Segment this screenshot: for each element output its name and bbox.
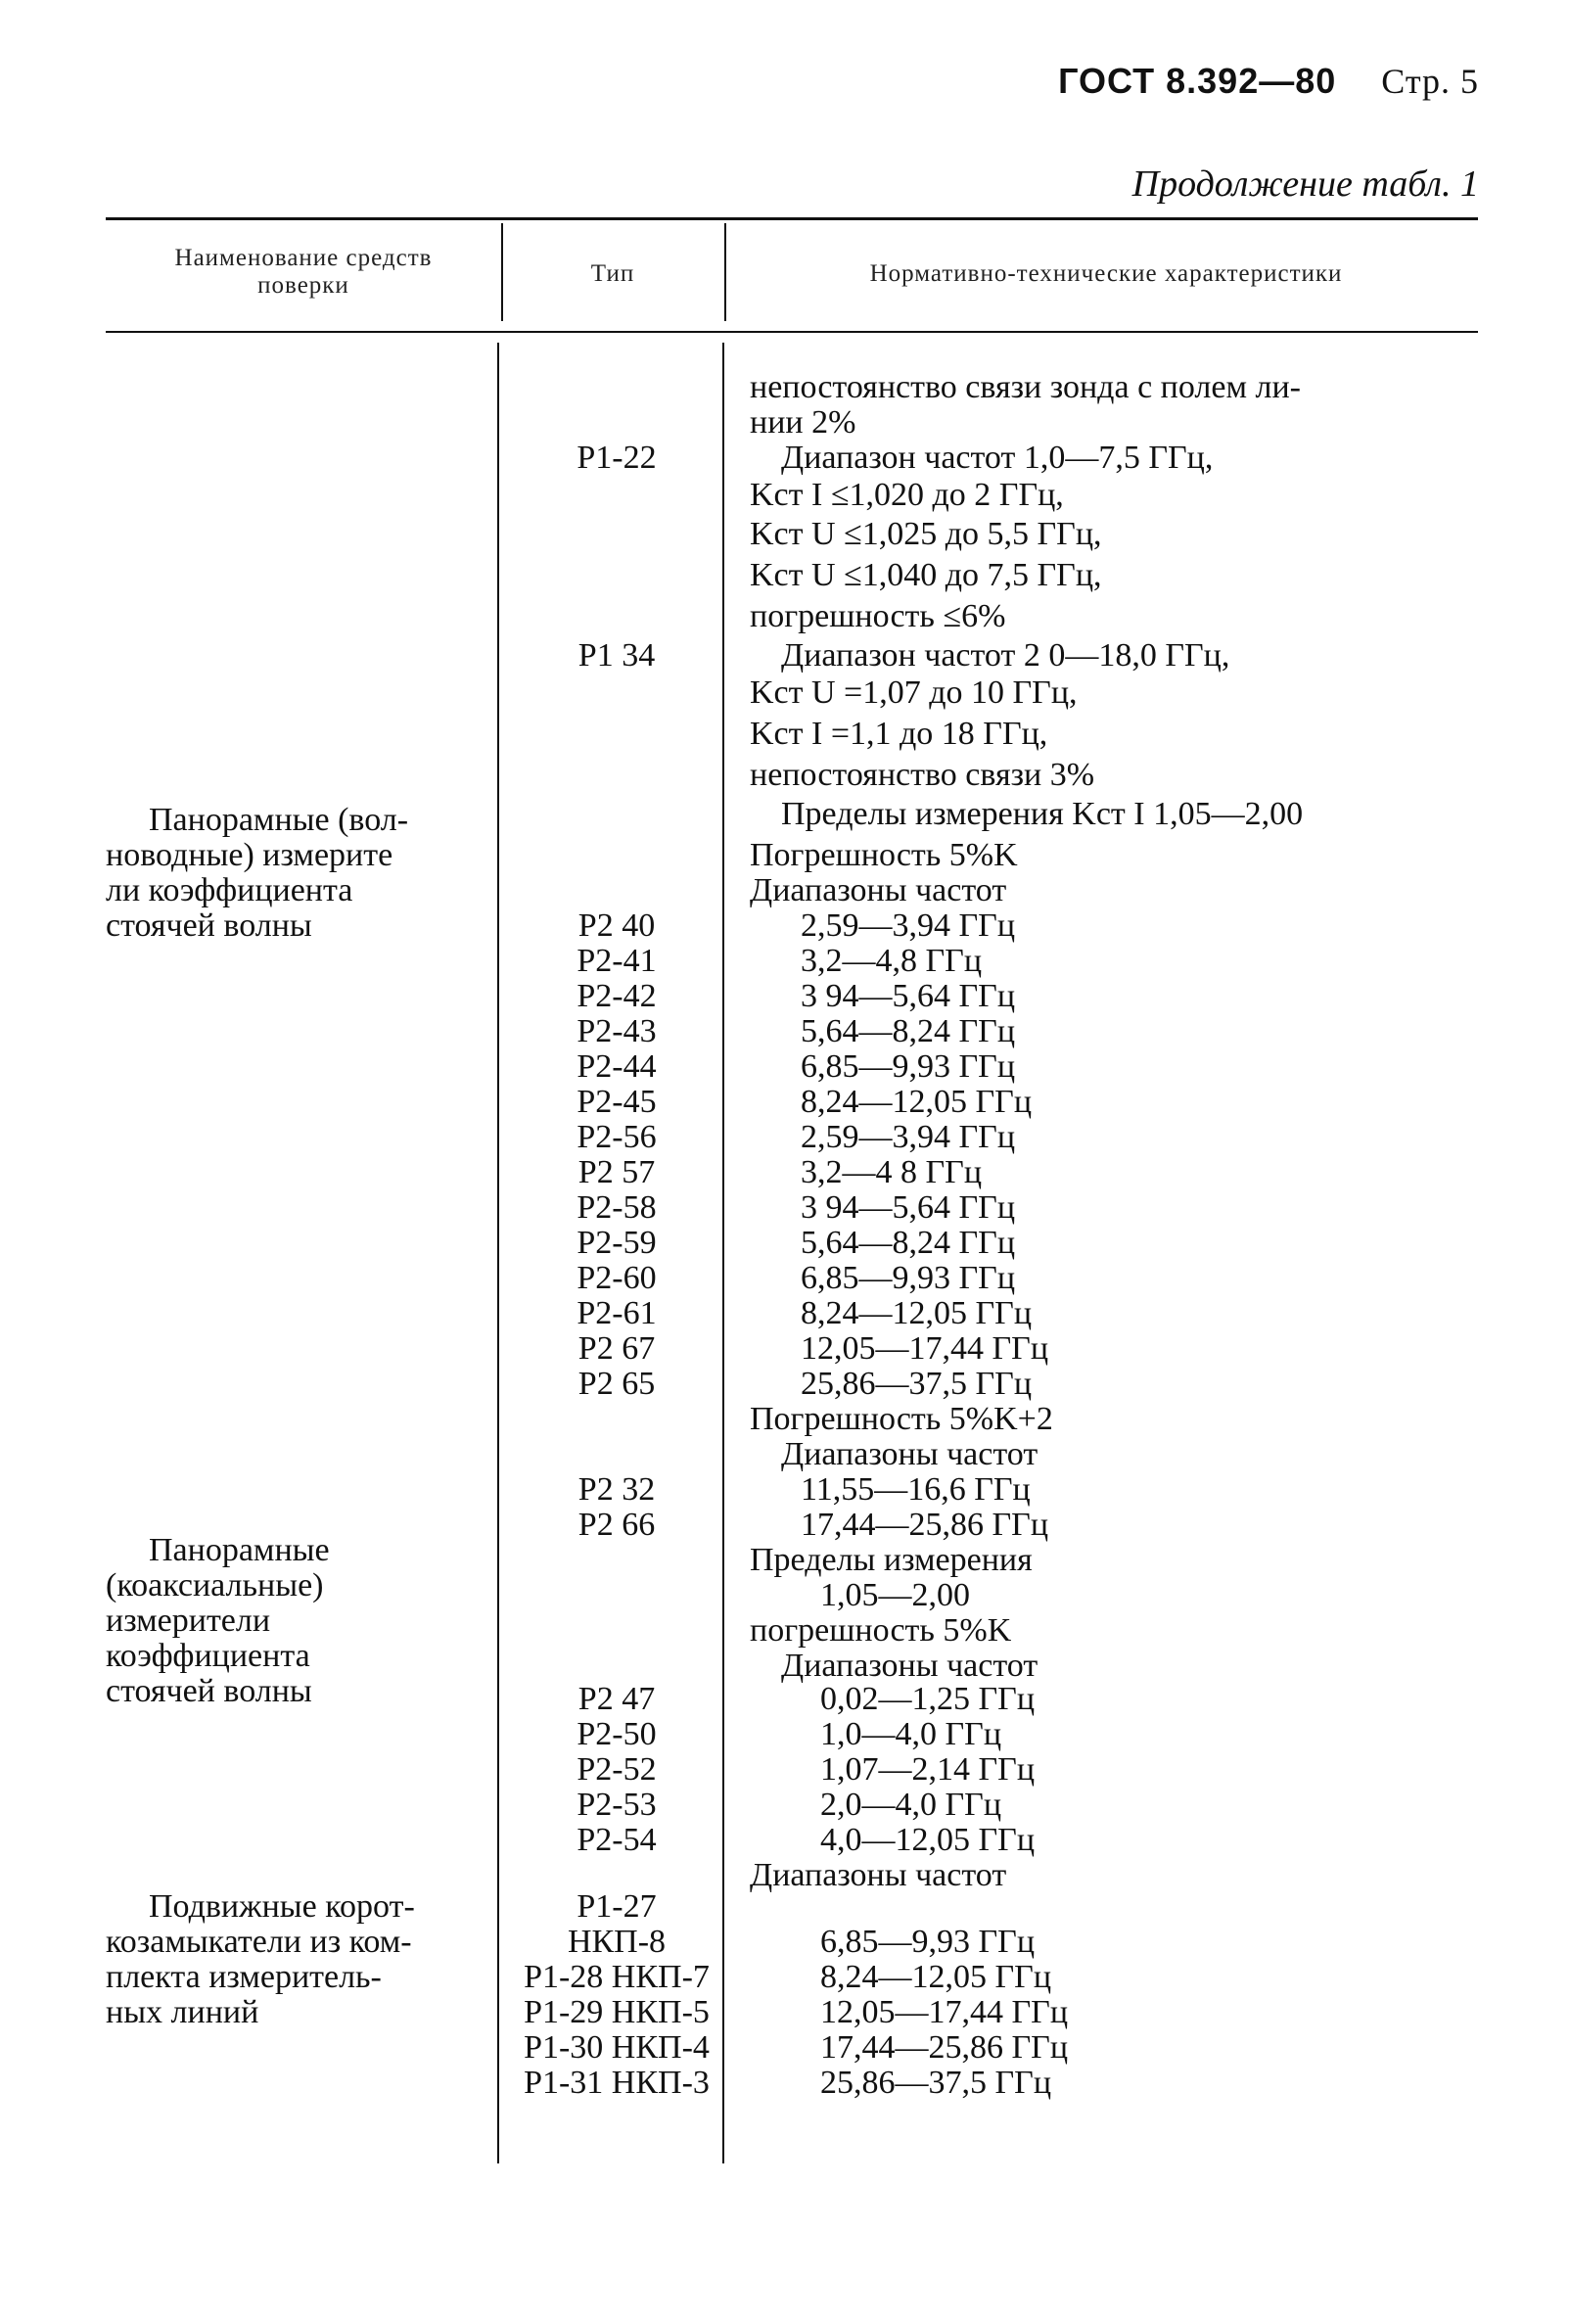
characteristic-line: 6,85—9,93 ГГц [820,1924,1036,1960]
type-cell: Р2-45 [577,1084,657,1120]
type-cell: Р2-53 [577,1787,657,1823]
header-type: Тип [590,260,635,287]
characteristic-line: 8,24—12,05 ГГц [820,1959,1052,1995]
page-header [1058,61,1479,102]
characteristic-line: 1,0—4,0 ГГц [820,1716,1002,1752]
type-cell: Р2-41 [577,943,657,979]
table-top-rule [106,217,1478,220]
header-name: Наименование средств поверки [174,245,433,299]
table-continuation: Продолжение табл. 1 [1131,163,1479,205]
characteristic-line: 17,44—25,86 ГГц [801,1507,1049,1543]
type-cell: Р1-29 НКП-5 [524,1994,710,2030]
type-cell: Р2 57 [577,1154,656,1190]
characteristic-line: 25,86—37,5 ГГц [820,2065,1052,2101]
characteristic-line: 5,64—8,24 ГГц [801,1225,1016,1261]
characteristic-line: 2,0—4,0 ГГц [820,1787,1002,1823]
characteristic-line: Диапазоны частот [750,1857,1007,1893]
characteristic-line: 6,85—9,93 ГГц [801,1260,1016,1296]
characteristic-line: Kст I =1,1 до 18 ГГц, [750,716,1048,752]
characteristic-line: Пределы измерения [750,1542,1033,1578]
name-line: плекта измеритель- [106,1959,382,1995]
type-cell: Р1-27 [577,1888,657,1925]
characteristic-line: 8,24—12,05 ГГц [801,1084,1033,1120]
name-line: Панорамные (вол- [149,802,409,838]
characteristic-line: 3 94—5,64 ГГц [801,1189,1016,1226]
type-cell: Р2 67 [577,1330,656,1367]
characteristic-line: 11,55—16,6 ГГц [801,1471,1031,1508]
type-cell: Р2 47 [577,1681,656,1717]
characteristic-line: 5,64—8,24 ГГц [801,1013,1016,1049]
type-cell: Р2-50 [577,1716,657,1752]
characteristic-line: 0,02—1,25 ГГц [820,1681,1036,1717]
standard-number: ГОСТ 8.392—80 [1058,61,1337,101]
characteristic-line: 12,05—17,44 ГГц [820,1994,1069,2030]
type-cell: Р2-60 [577,1260,657,1296]
characteristic-line: погрешность ≤6% [750,598,1006,634]
characteristic-line: Погрешность 5%K [750,837,1018,873]
name-line: (коаксиальные) [106,1567,324,1604]
characteristic-line: Пределы измерения Kст I 1,05—2,00 [781,796,1304,832]
characteristic-line: Диапазон частот 1,0—7,5 ГГц, [781,440,1214,476]
type-cell: Р2 32 [577,1471,656,1508]
name-line: новодные) измерите [106,837,393,873]
type-cell: Р1 34 [577,637,656,674]
name-line: ных линий [106,1994,259,2030]
page-number: Стр. 5 [1381,62,1479,101]
characteristic-line: 25,86—37,5 ГГц [801,1366,1033,1402]
characteristic-line: непостоянство связи 3% [750,757,1095,793]
type-cell: Р2-58 [577,1189,657,1226]
characteristic-line: 2,59—3,94 ГГц [801,907,1016,944]
type-cell: Р2-52 [577,1751,657,1788]
characteristic-line: 3,2—4 8 ГГц [801,1154,983,1190]
characteristic-line: Диапазон частот 2 0—18,0 ГГц, [781,637,1230,674]
header-characteristics: Нормативно-технические характеристики [869,260,1343,287]
characteristic-line: 2,59—3,94 ГГц [801,1119,1016,1155]
characteristic-line: 12,05—17,44 ГГц [801,1330,1049,1367]
type-cell: НКП-8 [567,1924,667,1960]
characteristic-line: Диапазоны частот [750,872,1007,908]
type-cell: Р2-54 [577,1822,657,1858]
type-cell: Р2 65 [577,1366,656,1402]
characteristic-line: Погрешность 5%K+2 [750,1401,1053,1437]
characteristic-line: погрешность 5%K [750,1612,1012,1649]
name-line: козамыкатели из ком- [106,1924,412,1960]
characteristic-line: Kст U =1,07 до 10 ГГц, [750,674,1078,711]
characteristic-line: 1,07—2,14 ГГц [820,1751,1036,1788]
type-cell: Р1-22 [577,440,657,476]
type-cell: Р2 66 [577,1507,656,1543]
name-line: стоячей волны [106,1673,312,1709]
name-line: Панорамные [149,1532,330,1568]
name-line: ли коэффициента [106,872,353,908]
name-line: коэффициента [106,1638,310,1674]
type-cell: Р1-30 НКП-4 [524,2029,710,2066]
characteristic-line: 3,2—4,8 ГГц [801,943,983,979]
characteristic-line: Kст U ≤1,040 до 7,5 ГГц, [750,557,1102,593]
type-cell: Р2-56 [577,1119,657,1155]
column-divider-2 [724,223,726,321]
characteristic-line: 17,44—25,86 ГГц [820,2029,1069,2066]
type-cell: Р2-59 [577,1225,657,1261]
characteristic-line: 1,05—2,00 [820,1577,970,1613]
characteristic-line: 8,24—12,05 ГГц [801,1295,1033,1331]
name-line: Подвижные корот- [149,1888,415,1925]
characteristic-line: 3 94—5,64 ГГц [801,978,1016,1014]
name-line: измерители [106,1603,271,1639]
characteristic-line: непостоянство связи зонда с полем ли- [750,369,1301,405]
characteristic-line: Kст U ≤1,025 до 5,5 ГГц, [750,516,1102,552]
name-line: стоячей волны [106,907,312,944]
characteristic-line: 6,85—9,93 ГГц [801,1048,1016,1085]
type-cell: Р1-31 НКП-3 [524,2065,710,2101]
column-divider-1 [501,223,503,321]
characteristic-line: Диапазоны частот [781,1648,1038,1684]
type-cell: Р2-43 [577,1013,657,1049]
type-cell: Р2-44 [577,1048,657,1085]
characteristic-line: 4,0—12,05 ГГц [820,1822,1036,1858]
type-cell: Р2-61 [577,1295,657,1331]
type-cell: Р2-42 [577,978,657,1014]
characteristic-line: нии 2% [750,404,856,441]
type-cell: Р1-28 НКП-7 [524,1959,710,1995]
characteristic-line: Диапазоны частот [781,1436,1038,1472]
header-bottom-rule [106,331,1478,333]
type-cell: Р2 40 [577,907,656,944]
characteristic-line: Kст I ≤1,020 до 2 ГГц, [750,477,1064,513]
